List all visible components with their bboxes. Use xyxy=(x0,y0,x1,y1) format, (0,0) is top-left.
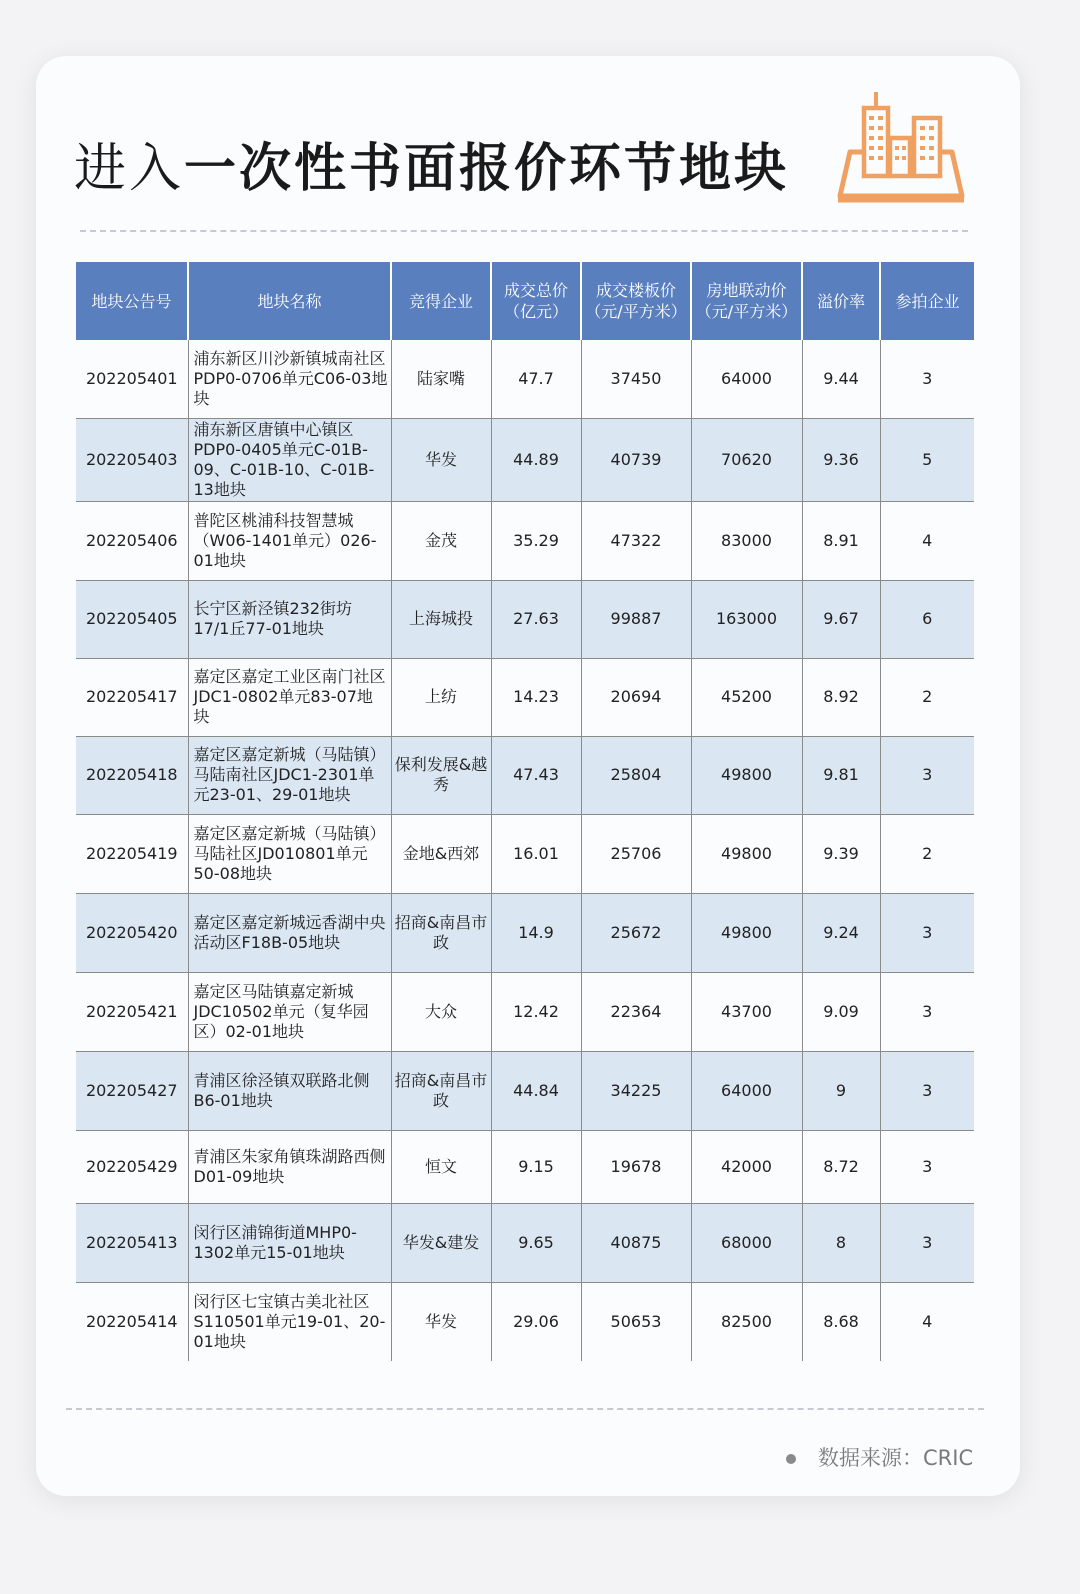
cell-winner: 招商&南昌市政 xyxy=(391,893,491,972)
cell-floor-price: 50653 xyxy=(581,1282,691,1361)
cell-linked-price: 45200 xyxy=(691,658,802,736)
table-row xyxy=(76,1282,974,1361)
title-bold: 一次性书面报价环节地块 xyxy=(184,139,790,199)
cell-winner: 陆家嘴 xyxy=(391,340,491,418)
cell-winner: 恒文 xyxy=(391,1130,491,1203)
cell-bidders: 3 xyxy=(880,1203,974,1282)
header-linked-price: 房地联动价 （元/平方米） xyxy=(691,262,802,340)
cell-winner: 保利发展&越秀 xyxy=(391,736,491,814)
cell-bidders: 3 xyxy=(880,972,974,1051)
cell-id: 202205429 xyxy=(76,1130,188,1203)
cell-name: 青浦区朱家角镇珠湖路西侧D01-09地块 xyxy=(188,1130,391,1203)
cell-floor-price: 25804 xyxy=(581,736,691,814)
data-source xyxy=(786,1442,973,1472)
table-row xyxy=(76,1203,974,1282)
cell-winner: 华发 xyxy=(391,418,491,501)
cell-bidders: 4 xyxy=(922,1311,933,1331)
cell-bidders: 4 xyxy=(880,501,974,580)
cell-total: 16.01 xyxy=(491,814,581,893)
cell-bidders: 2 xyxy=(880,814,974,893)
cell-total: 27.63 xyxy=(491,580,581,658)
cell-floor-price: 19678 xyxy=(581,1130,691,1203)
cell-winner: 华发 xyxy=(391,1282,491,1361)
cell-premium: 9.39 xyxy=(802,814,880,893)
cell-floor-price: 99887 xyxy=(581,580,691,658)
cell-total: 9.15 xyxy=(491,1130,581,1203)
cell-bidders: 3 xyxy=(880,340,974,418)
cell-total: 47.7 xyxy=(491,340,581,418)
cell-premium: 9.44 xyxy=(802,340,880,418)
cell-linked-price: 163000 xyxy=(691,580,802,658)
cell-bidders: 5 xyxy=(880,418,974,501)
cell-linked-price: 68000 xyxy=(691,1203,802,1282)
city-buildings-icon xyxy=(836,88,966,208)
table-row xyxy=(76,972,974,1051)
cell-premium: 9.09 xyxy=(802,972,880,1051)
cell-premium: 8.91 xyxy=(802,501,880,580)
cell-winner: 大众 xyxy=(391,972,491,1051)
cell-total: 35.29 xyxy=(491,501,581,580)
table-row xyxy=(76,1051,974,1130)
cell-premium: 8.92 xyxy=(802,658,880,736)
header-total: 成交总价 （亿元） xyxy=(491,262,581,340)
cell-premium: 8 xyxy=(802,1203,880,1282)
cell-floor-price: 34225 xyxy=(581,1051,691,1130)
bottom-divider xyxy=(66,1408,984,1410)
land-table xyxy=(76,262,974,1361)
cell-bidders: 6 xyxy=(880,580,974,658)
cell-linked-price: 64000 xyxy=(691,340,802,418)
cell-name: 长宁区新泾镇232街坊17/1丘77-01地块 xyxy=(188,580,391,658)
cell-total: 47.43 xyxy=(491,736,581,814)
cell-winner: 上纺 xyxy=(391,658,491,736)
cell-name: 嘉定区嘉定新城（马陆镇）马陆社区JD010801单元50-08地块 xyxy=(188,814,391,893)
page-title xyxy=(74,126,789,201)
cell-name: 嘉定区马陆镇嘉定新城JDC10502单元（复华园区）02-01地块 xyxy=(188,972,391,1051)
cell-name: 闵行区浦锦街道MHP0-1302单元15-01地块 xyxy=(188,1203,391,1282)
cell-premium: 8.72 xyxy=(802,1130,880,1203)
cell-linked-price: 42000 xyxy=(691,1130,802,1203)
cell-premium: 9.36 xyxy=(802,418,880,501)
cell-bidders: 3 xyxy=(880,1051,974,1130)
cell-id: 202205406 xyxy=(76,501,188,580)
cell-winner: 华发&建发 xyxy=(391,1203,491,1282)
header-bidders: 参拍企业 xyxy=(880,262,974,340)
cell-linked-price: 49800 xyxy=(691,814,802,893)
cell-winner: 招商&南昌市政 xyxy=(391,1051,491,1130)
cell-id: 202205427 xyxy=(76,1051,188,1130)
cell-id: 202205405 xyxy=(76,580,188,658)
content-card xyxy=(36,56,1020,1496)
cell-id: 202205401 xyxy=(76,340,188,418)
title-light: 进入 xyxy=(74,139,185,199)
cell-premium: 8.68 xyxy=(802,1282,880,1361)
table-row xyxy=(76,340,974,418)
cell-id: 202205421 xyxy=(76,972,188,1051)
cell-total: 12.42 xyxy=(491,972,581,1051)
table-row xyxy=(76,501,974,580)
cell-linked-price: 70620 xyxy=(691,418,802,501)
cell-name: 浦东新区川沙新镇城南社区PDP0-0706单元C06-03地块 xyxy=(188,340,391,418)
cell-name: 浦东新区唐镇中心镇区PDP0-0405单元C-01B-09、C-01B-10、C-01B-13地块 xyxy=(188,418,391,501)
cell-total: 14.23 xyxy=(491,658,581,736)
cell-linked-price: 43700 xyxy=(691,972,802,1051)
header-id: 地块公告号 xyxy=(76,262,188,340)
cell-bidders: 3 xyxy=(880,736,974,814)
cell-name: 嘉定区嘉定新城远香湖中央活动区F18B-05地块 xyxy=(188,893,391,972)
cell-total: 14.9 xyxy=(491,893,581,972)
cell-winner: 上海城投 xyxy=(391,580,491,658)
top-divider xyxy=(80,230,968,232)
cell-id: 202205418 xyxy=(76,736,188,814)
cell-floor-price: 25672 xyxy=(581,893,691,972)
cell-id: 202205417 xyxy=(76,658,188,736)
cell-winner: 金地&西郊 xyxy=(391,814,491,893)
cell-total: 29.06 xyxy=(491,1282,581,1361)
cell-name: 嘉定区嘉定新城（马陆镇）马陆南社区JDC1-2301单元23-01、29-01地块 xyxy=(188,736,391,814)
cell-linked-price: 49800 xyxy=(691,893,802,972)
cell-id: 202205414 xyxy=(76,1282,188,1361)
cell-winner: 金茂 xyxy=(391,501,491,580)
header-name: 地块名称 xyxy=(188,262,391,340)
cell-name: 青浦区徐泾镇双联路北侧B6-01地块 xyxy=(188,1051,391,1130)
cell-premium: 9.67 xyxy=(802,580,880,658)
cell-total: 44.84 xyxy=(491,1051,581,1130)
table-row xyxy=(76,1130,974,1203)
header-winner: 竞得企业 xyxy=(391,262,491,340)
cell-linked-price: 83000 xyxy=(691,501,802,580)
table-row xyxy=(76,736,974,814)
cell-name: 普陀区桃浦科技智慧城（W06-1401单元）026-01地块 xyxy=(188,501,391,580)
cell-floor-price: 25706 xyxy=(581,814,691,893)
cell-name: 闵行区七宝镇古美北社区S110501单元19-01、20-01地块 xyxy=(188,1282,391,1361)
cell-linked-price: 49800 xyxy=(691,736,802,814)
cell-floor-price: 47322 xyxy=(581,501,691,580)
cell-linked-price: 64000 xyxy=(691,1051,802,1130)
cell-id: 202205413 xyxy=(76,1203,188,1282)
cell-bidders: 3 xyxy=(880,1130,974,1203)
table-row xyxy=(76,893,974,972)
table-row xyxy=(76,580,974,658)
table-header-row xyxy=(76,262,974,340)
header-floor-price: 成交楼板价 （元/平方米） xyxy=(581,262,691,340)
cell-floor-price: 37450 xyxy=(581,340,691,418)
header-premium: 溢价率 xyxy=(802,262,880,340)
table-row xyxy=(76,418,974,501)
cell-floor-price: 22364 xyxy=(581,972,691,1051)
cell-name: 嘉定区嘉定工业区南门社区JDC1-0802单元83-07地块 xyxy=(188,658,391,736)
cell-id: 202205420 xyxy=(76,893,188,972)
source-text: 数据来源：CRIC xyxy=(818,1446,974,1470)
table-row xyxy=(76,814,974,893)
cell-premium: 9 xyxy=(802,1051,880,1130)
table-row xyxy=(76,658,974,736)
cell-premium: 9.24 xyxy=(802,893,880,972)
cell-floor-price: 20694 xyxy=(581,658,691,736)
cell-id: 202205419 xyxy=(76,814,188,893)
cell-premium: 9.81 xyxy=(802,736,880,814)
cell-floor-price: 40875 xyxy=(581,1203,691,1282)
cell-total: 9.65 xyxy=(491,1203,581,1282)
cell-total: 44.89 xyxy=(491,418,581,501)
cell-id: 202205403 xyxy=(76,418,188,501)
cell-bidders: 3 xyxy=(880,893,974,972)
cell-bidders: 2 xyxy=(880,658,974,736)
cell-floor-price: 40739 xyxy=(581,418,691,501)
cell-linked-price: 82500 xyxy=(691,1282,802,1361)
bullet-dot-icon xyxy=(786,1454,796,1464)
